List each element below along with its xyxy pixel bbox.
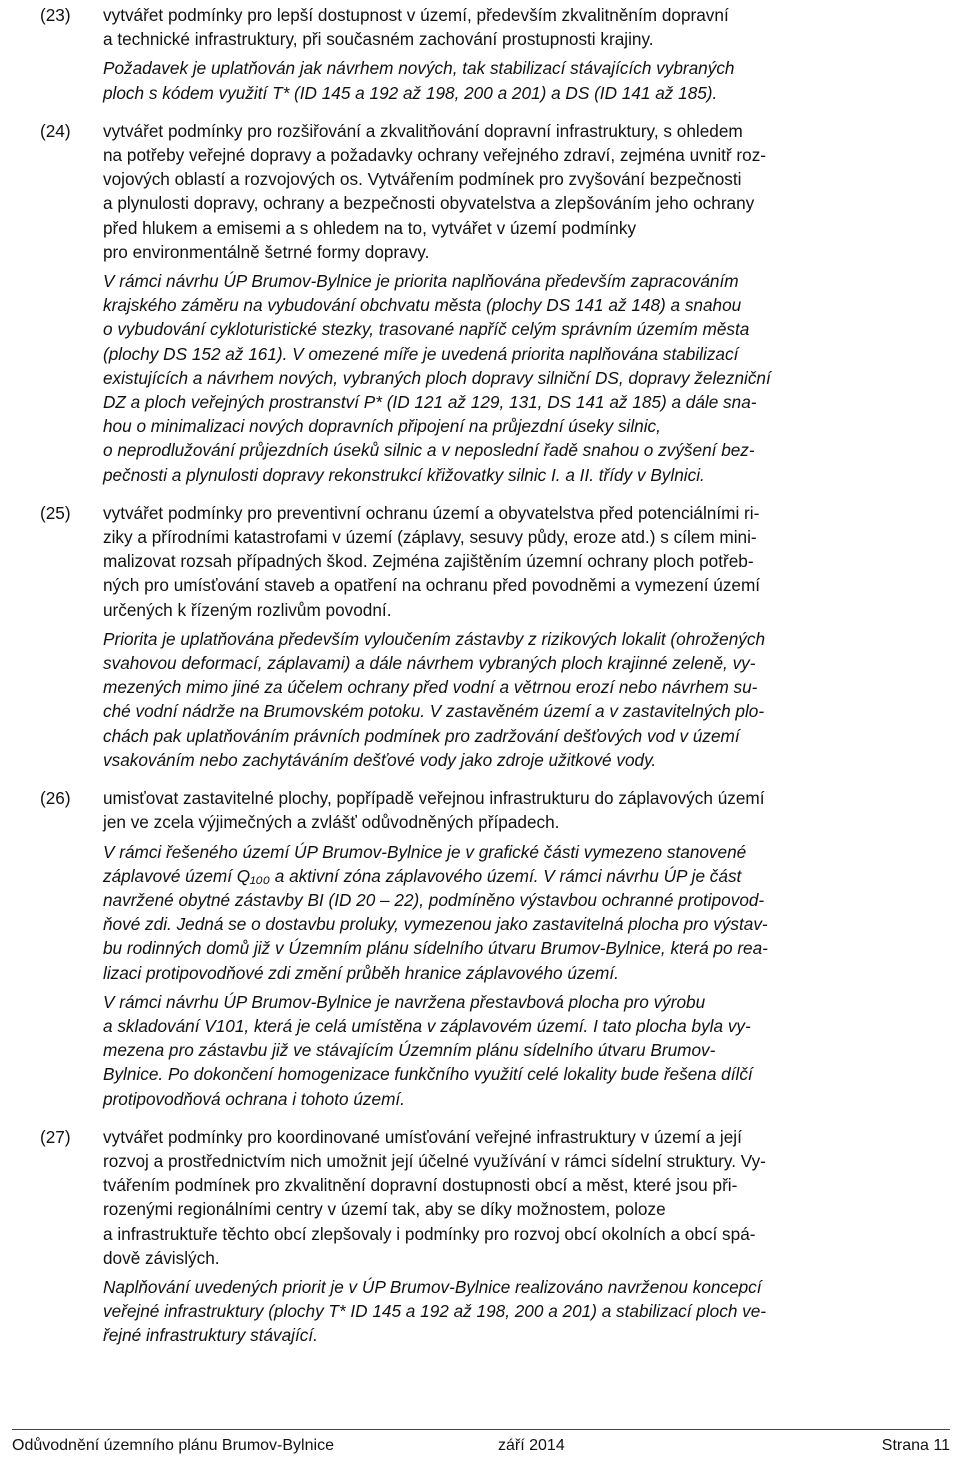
text-line: vytvářet podmínky pro koordinované umísťování veřejné infrastruktury v území a její	[103, 1126, 742, 1147]
text-line: hou o minimalizaci nových dopravních připojení na průjezdní úseky silnic,	[103, 416, 661, 437]
text-line: rozenými regionálními centry v území tak, aby se díky možnostem, poloze	[103, 1199, 666, 1220]
text-line: pro environmentálně šetrné formy dopravy.	[103, 241, 430, 262]
text-line: vsakováním nebo zachytáváním dešťové vody jako zdroje užitkové vody.	[103, 749, 657, 770]
item-body	[103, 3, 945, 105]
text-line: ploch s kódem využití T* (ID 145 a 192 až 198, 200 a 201) a DS (ID 141 až 185).	[103, 82, 718, 103]
numbered-item	[40, 1125, 945, 1348]
rationale-paragraph	[103, 1275, 945, 1348]
priority-paragraph	[103, 786, 945, 834]
item-number: (27)	[40, 1126, 71, 1147]
text-line: navržené obytné zástavby BI (ID 20 – 22), podmíněno výstavbou ochranné protipovod-	[103, 889, 765, 910]
text-line: a technické infrastruktury, při současném zachování prostupnosti krajiny.	[103, 29, 654, 50]
text-line: o vybudování cykloturistické stezky, trasované napříč celým správním územím města	[103, 319, 750, 340]
rationale-paragraph	[103, 627, 945, 772]
text-line: svahovou deformací, záplavami) a dále návrhem vybraných ploch krajinné zeleně, vy-	[103, 653, 756, 674]
item-body	[103, 1125, 945, 1348]
text-line: DZ a ploch veřejných prostranství P* (ID 121 až 129, 131, DS 141 až 185) a dále sna-	[103, 392, 757, 413]
text-line: ziky a přírodními katastrofami v území (záplavy, sesuvy půdy, eroze atd.) s cílem mini-	[103, 527, 757, 548]
page-footer	[12, 1429, 950, 1454]
rationale-paragraph	[103, 269, 945, 487]
item-body	[103, 119, 945, 487]
text-line: mezených mimo jiné za účelem ochrany před vodní a větrnou erozí nebo návrhem su-	[103, 677, 758, 698]
numbered-item	[40, 3, 945, 105]
text-line: Priorita je uplatňována především vyloučením zástavby z rizikových lokalit (ohrožených	[103, 628, 766, 649]
rationale-paragraph	[103, 990, 945, 1111]
priority-paragraph	[103, 119, 945, 264]
text-line: bu rodinných domů již v Územním plánu sídelního útvaru Brumov-Bylnice, která po rea-	[103, 938, 768, 959]
text-line: dově závislých.	[103, 1247, 220, 1268]
text-line: a infrastruktuře těchto obcí zlepšovaly i podmínky pro rozvoj obcí okolních a obcí spá-	[103, 1223, 756, 1244]
rationale-paragraph	[103, 56, 945, 104]
text-line: jen ve zcela výjimečných a zvlášť odůvodněných případech.	[103, 812, 560, 833]
numbered-item	[40, 119, 945, 487]
text-line: na potřeby veřejné dopravy a požadavky ochrany veřejného zdraví, zejména uvnitř roz-	[103, 145, 767, 166]
text-line: vytvářet podmínky pro rozšiřování a zkvalitňování dopravní infrastruktury, s ohledem	[103, 120, 743, 141]
item-body	[103, 786, 945, 1111]
text-line: a plynulosti dopravy, ochrany a bezpečnosti obyvatelstva a zlepšováním jeho ochrany	[103, 193, 755, 214]
text-line: rozvoj a prostřednictvím nich umožnit její účelné využívání v rámci sídelní struktury. Vy-	[103, 1150, 766, 1171]
text-line: krajského záměru na vybudování obchvatu města (plochy DS 141 až 148) a snahou	[103, 295, 742, 316]
text-line: před hlukem a emisemi a s ohledem na to, vytvářet v území podmínky	[103, 217, 637, 238]
text-line: veřejné infrastruktury (plochy T* ID 145 a 192 až 198, 200 a 201) a stabilizací ploch ve-	[103, 1301, 767, 1322]
text-line: chách pak uplatňováním právních podmínek pro zadržování dešťových vod v území	[103, 725, 740, 746]
text-line: vojových oblastí a rozvojových os. Vytvářením podmínek pro zvyšování bezpečnosti	[103, 169, 742, 190]
text-line: Naplňování uvedených priorit je v ÚP Brumov-Bylnice realizováno navrženou koncepcí	[103, 1276, 762, 1297]
text-line: Požadavek je uplatňován jak návrhem nových, tak stabilizací stávajících vybraných	[103, 58, 735, 79]
text-line: V rámci návrhu ÚP Brumov-Bylnice je priorita naplňována především zapracováním	[103, 271, 739, 292]
item-number: (25)	[40, 502, 71, 523]
text-line: protipovodňová ochrana i tohoto území.	[103, 1088, 405, 1109]
text-line: malizovat rozsah případných škod. Zejména zajištěním územní ochrany ploch potřeb-	[103, 551, 754, 572]
text-line: V rámci návrhu ÚP Brumov-Bylnice je navržena přestavbová plocha pro výrobu	[103, 991, 706, 1012]
document-body	[40, 3, 945, 1362]
text-line: řejné infrastruktury stávající.	[103, 1325, 318, 1346]
text-line: Bylnice. Po dokončení homogenizace funkčního využití celé lokality bude řešena dílčí	[103, 1064, 753, 1085]
text-line: tvářením podmínek pro zkvalitnění dopravní dostupnosti obcí a měst, které jsou při-	[103, 1175, 738, 1196]
text-line: vytvářet podmínky pro preventivní ochranu území a obyvatelstva před potenciálními ri-	[103, 502, 760, 523]
text-line: umisťovat zastavitelné plochy, popřípadě veřejnou infrastrukturu do záplavových území	[103, 788, 765, 809]
text-line: ňové zdi. Jedná se o dostavbu proluky, vymezenou jako zastavitelná plocha pro výstav-	[103, 914, 768, 935]
text-line: V rámci řešeného území ÚP Brumov-Bylnice je v grafické části vymezeno stanovené	[103, 841, 747, 862]
text-line: existujících a návrhem nových, vybraných ploch dopravy silniční DS, dopravy železniční	[103, 367, 771, 388]
text-line: o neprodlužování průjezdních úseků silnic a v neposlední řadě snahou o zvýšení bez-	[103, 440, 755, 461]
text-line: určených k řízeným rozlivům povodní.	[103, 599, 392, 620]
footer-page-number: Strana 11	[881, 1437, 950, 1454]
text-line: vytvářet podmínky pro lepší dostupnost v území, především zkvalitněním dopravní	[103, 5, 729, 25]
item-body	[103, 501, 945, 772]
rationale-paragraph	[103, 840, 945, 985]
item-number: (26)	[40, 788, 71, 809]
text-line: mezena pro zástavbu již ve stávajícím Územním plánu sídelního útvaru Brumov-	[103, 1040, 716, 1061]
text-line: (plochy DS 152 až 161). V omezené míře je uvedená priorita naplňována stabilizací	[103, 343, 739, 364]
text-line: záplavové území Q₁₀₀ a aktivní zóna záplavového území. V rámci návrhu ÚP je část	[103, 865, 742, 886]
footer-document-title: Odůvodnění územního plánu Brumov-Bylnice	[12, 1437, 334, 1454]
text-line: ných pro umísťování staveb a opatření na ochranu před povodněmi a vymezení území	[103, 575, 761, 596]
numbered-item	[40, 501, 945, 772]
priority-paragraph	[103, 501, 945, 622]
item-number: (24)	[40, 120, 71, 141]
footer-date: září 2014	[498, 1437, 565, 1454]
text-line: lizaci protipovodňové zdi změní průběh hranice záplavového území.	[103, 962, 619, 983]
text-line: a skladování V101, která je celá umístěna v záplavovém území. I tato plocha byla vy-	[103, 1015, 751, 1036]
text-line: ché vodní nádrže na Brumovském potoku. V zastavěném území a v zastavitelných plo-	[103, 701, 765, 722]
priority-paragraph	[103, 3, 945, 51]
numbered-item	[40, 786, 945, 1111]
text-line: pečnosti a plynulosti dopravy rekonstrukcí křižovatky silnic I. a II. třídy v Bylnici.	[103, 464, 705, 485]
item-number: (23)	[40, 5, 71, 25]
priority-paragraph	[103, 1125, 945, 1270]
